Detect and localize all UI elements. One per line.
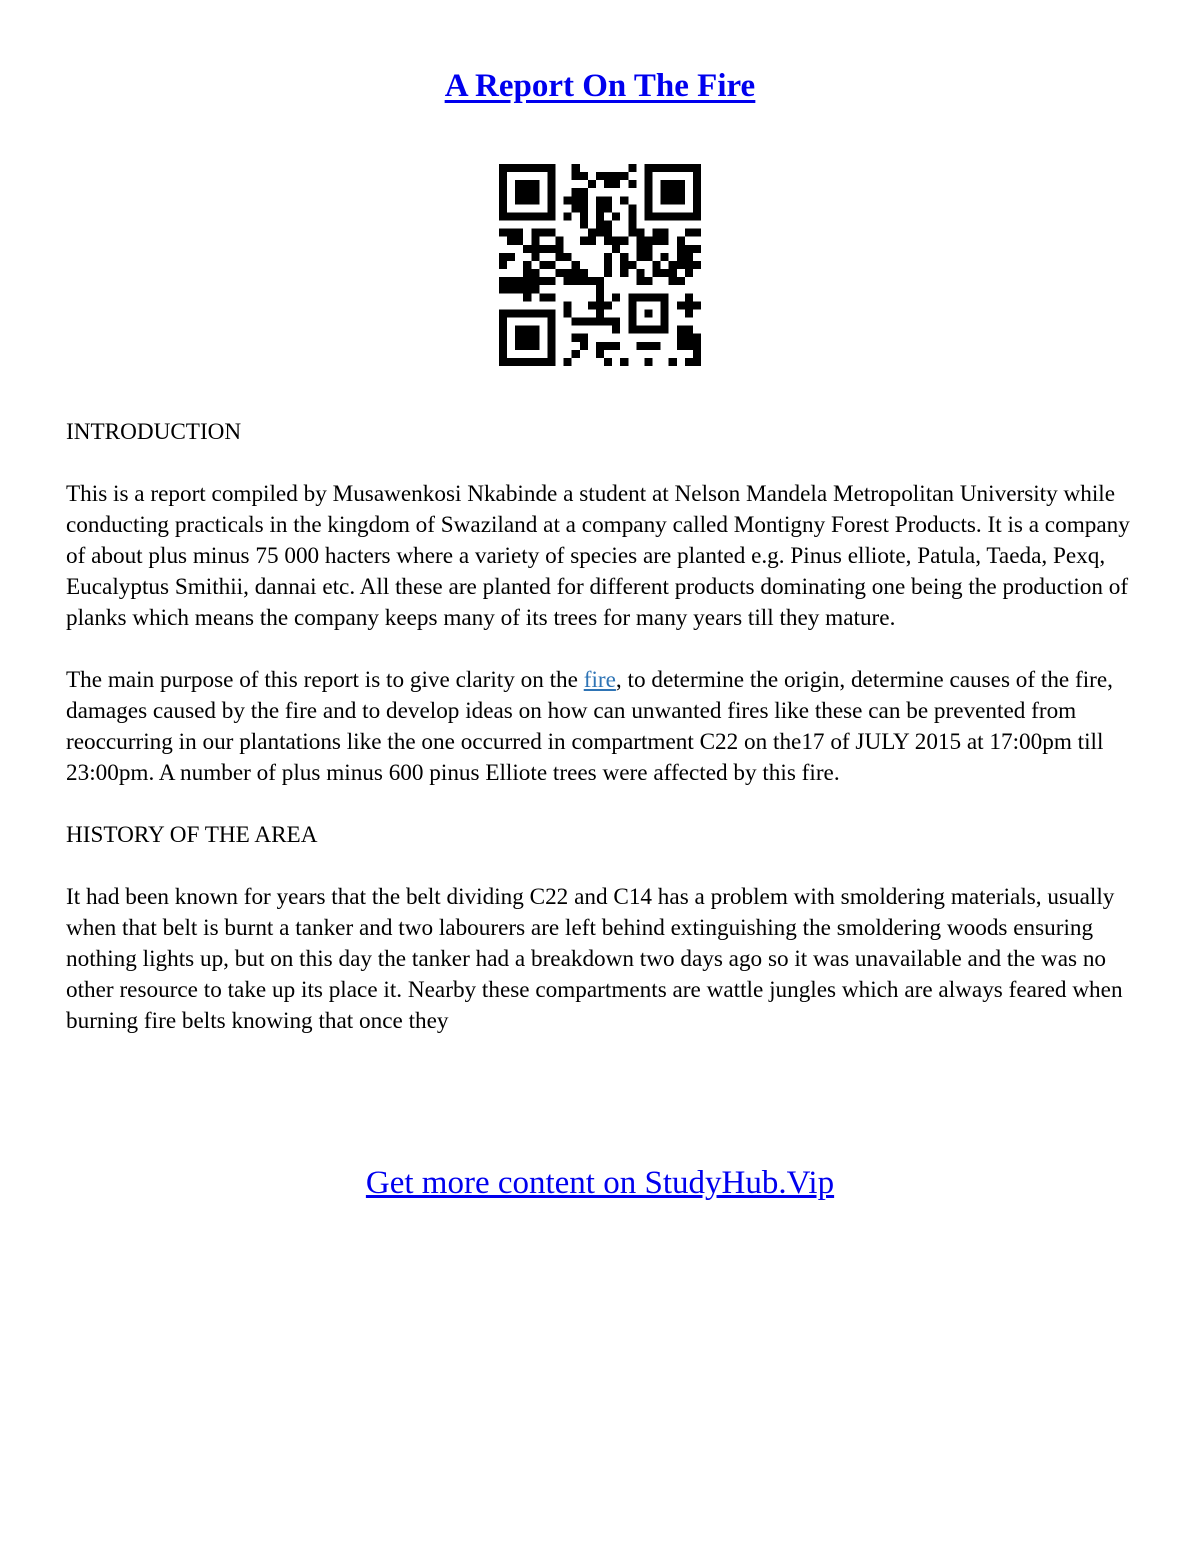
introduction-paragraph: This is a report compiled by Musawenkosi Nkabinde a student at Nelson Mandela Metropolitan University while conducting practicals in the kingdom of Swaziland at a company called Montigny Forest Products. It is a company of about plus minus 75 000 hacters where a variety of species are planted e.g. Pinus elliote, Patula, Taeda, Pexq, Eucalyptus Smithii, dannai etc. All these are planted for different products dominating one being the production of planks which means the company keeps many of its trees for many years till they mature. [66, 481, 1130, 631]
purpose-text-end: , to determine the origin, determine causes of the fire, damages caused by the fire and to develop ideas on how can unwanted fires like these can be prevented from reoccurring in our plantations like the one occurred in compartment C22 on the17 of JULY 2015 at 17:00pm till 23:00pm. A number of plus minus 600 pinus Elliote trees were affected by this fire. [66, 667, 1113, 786]
document-title[interactable] [0, 66, 1200, 106]
section-heading-introduction: INTRODUCTION [66, 419, 242, 445]
qr-code-icon [499, 164, 701, 366]
purpose-paragraph [66, 665, 1141, 789]
document-title-link[interactable]: A Report On The Fire [444, 68, 756, 104]
history-paragraph: It had been known for years that the belt dividing C22 and C14 has a problem with smoldering materials, usually when that belt is burnt a tanker and two labourers are left behind extinguishing the smoldering woods ensuring nothing lights up, but on this day the tanker had a breakdown two days ago so it was unavailable and the was no other resource to take up its place it. Nearby these compartments are wattle jungles which are always feared when burning fire belts knowing that once they [66, 884, 1123, 1034]
document-body [66, 417, 1141, 1068]
section-heading-history: HISTORY OF THE AREA [66, 822, 318, 848]
fire-link[interactable]: fire [583, 667, 616, 693]
purpose-text-start: The main purpose of this report is to give clarity on the [66, 667, 584, 693]
studyhub-link[interactable]: Get more content on StudyHub.Vip [365, 1165, 835, 1201]
